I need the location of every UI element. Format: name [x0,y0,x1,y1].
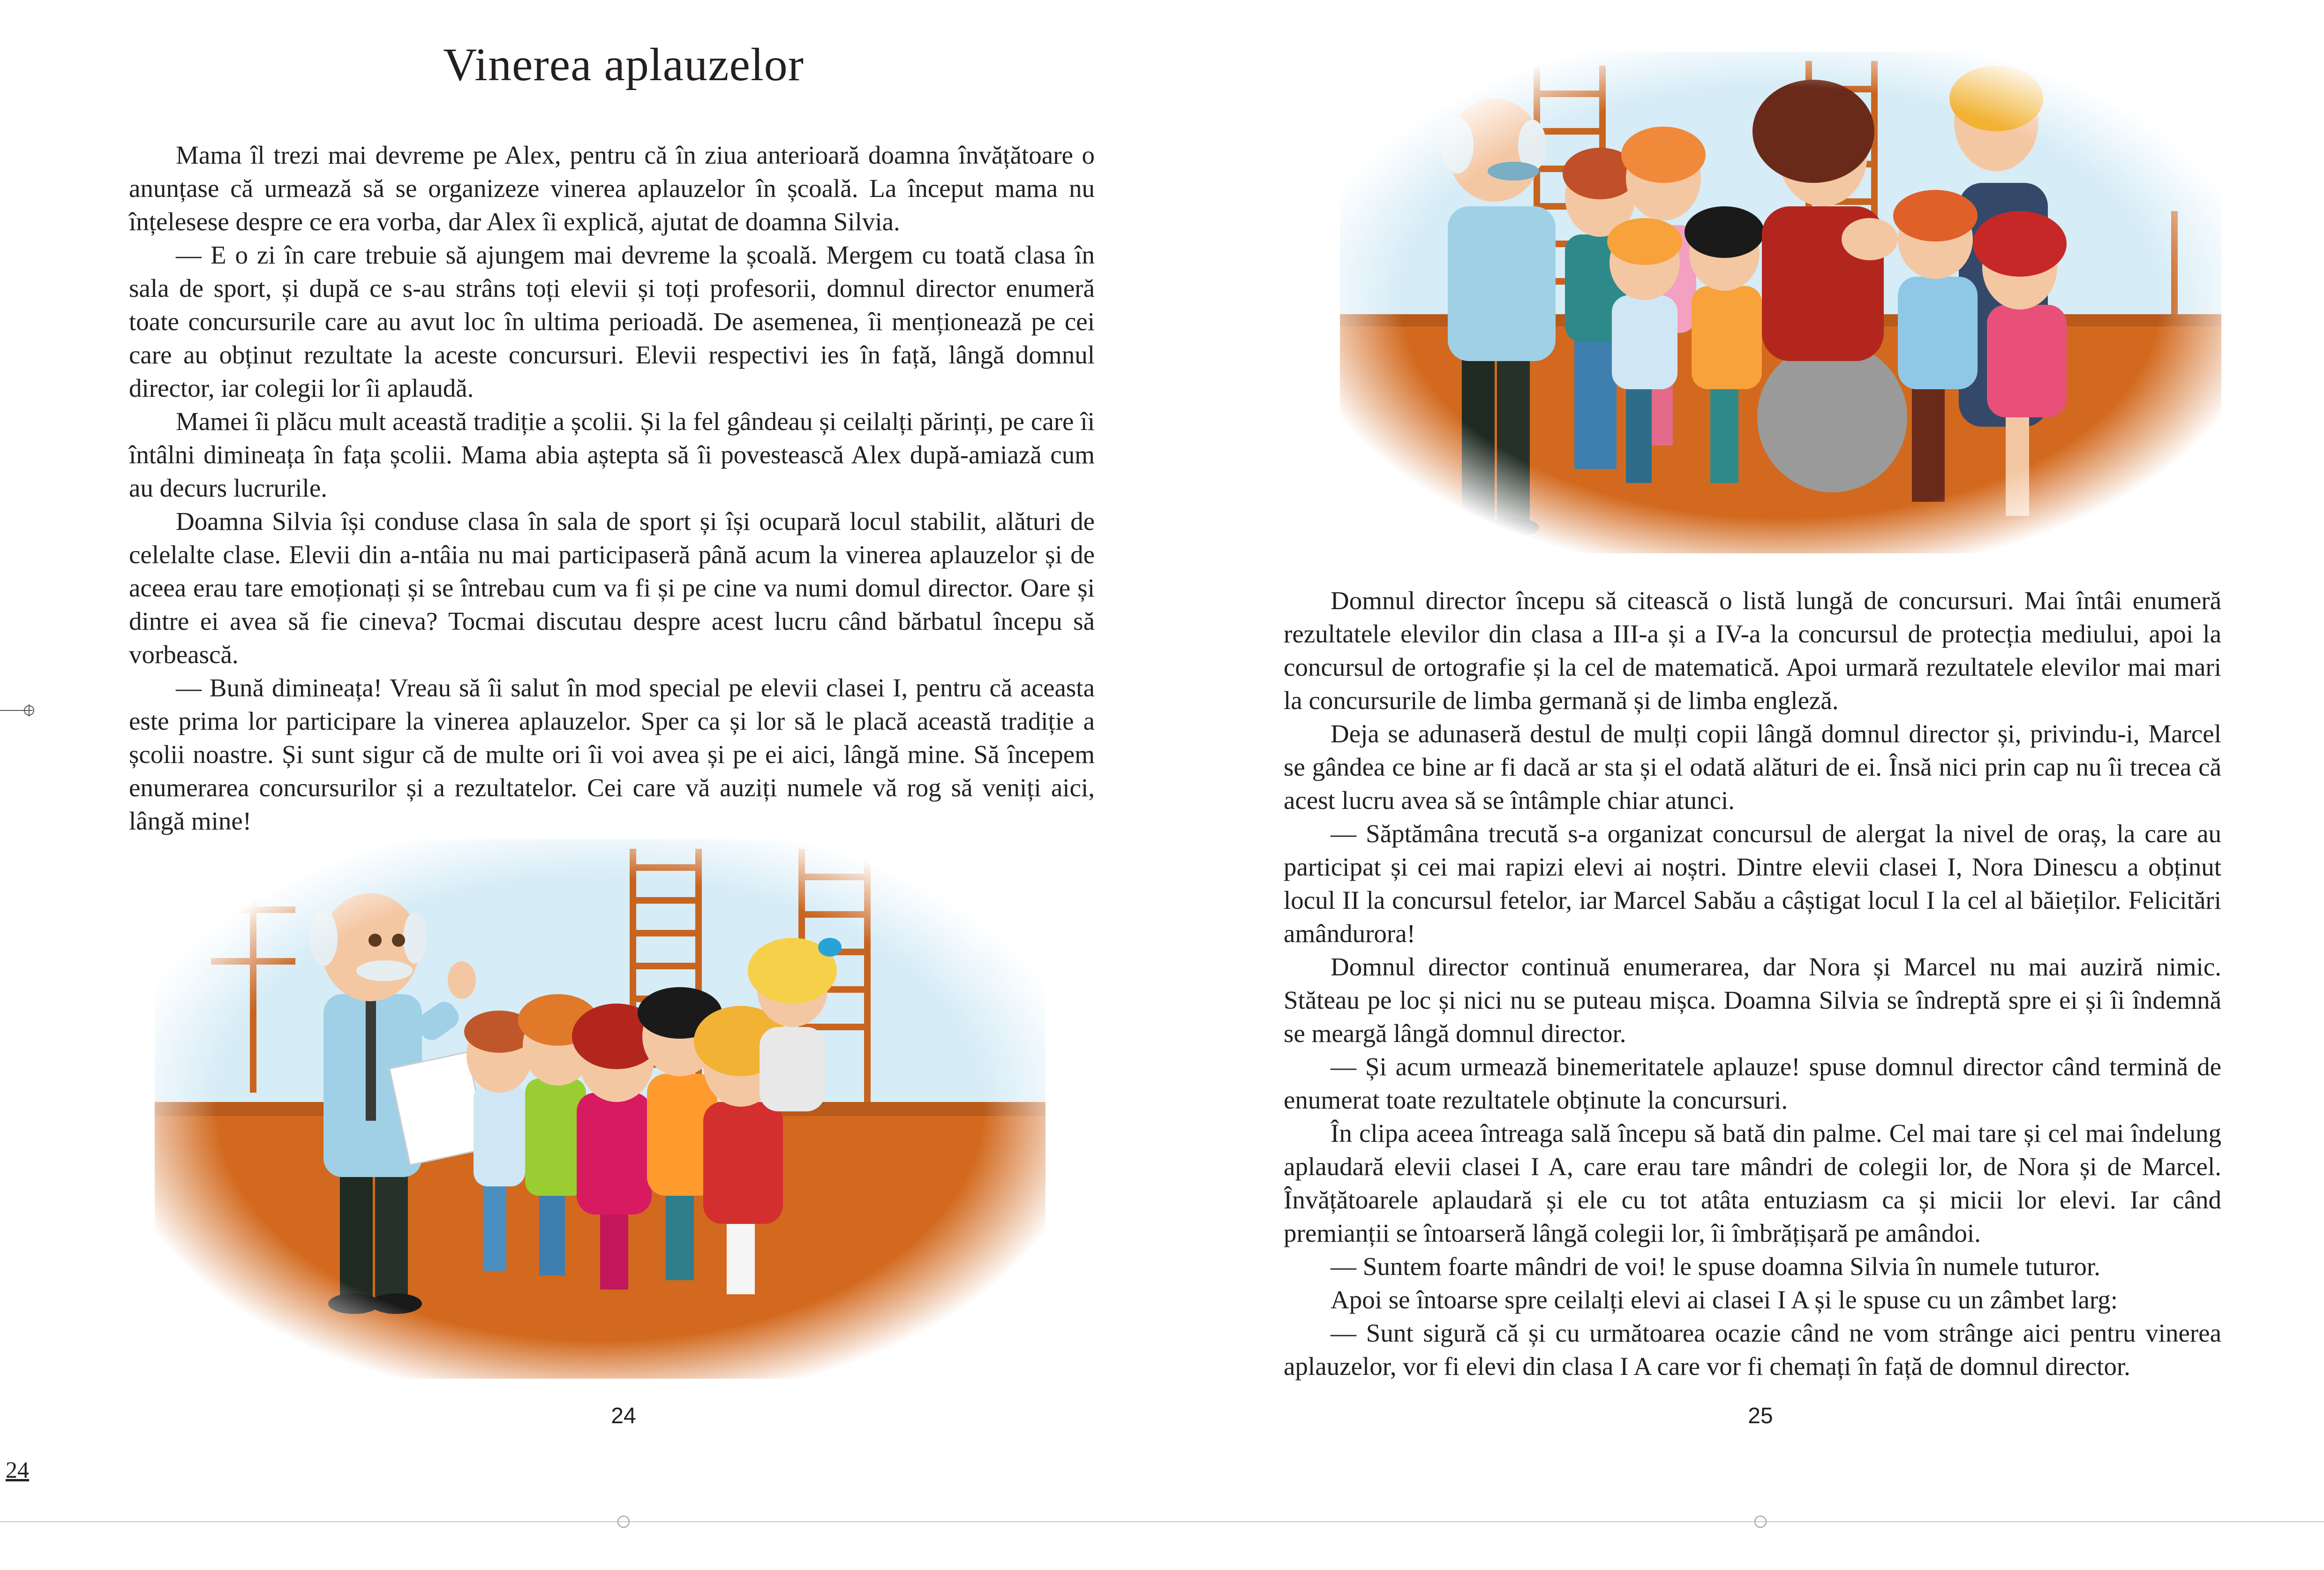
paragraph: Mamei îi plăcu mult această tradiție a școlii. Și la fel gândeau și ceilalți părinți, pe care îi întâlni dimineața în fața școlii. Mama abia aștepta să îi povestească Alex după-amiază cum au decurs lucrurile. [129,407,1095,502]
paragraph: În clipa aceea întreaga sală începu să bată din palme. Cel mai tare și cel mai îndelung aplaudară elevii clasei I A, care erau tare mândri de colegii lor, de Nora și de Marcel. Învățătoarele aplaudară și ele cu tot atâta entuziasm ca și micii lor elevi. Iar când premianții se întoarseră lângă colegii lor, îi îmbrățișară pe amândoi. [1284,1119,2221,1247]
paragraph: Deja se adunaseră destul de mulți copii lângă domnul director și, privindu-i, Marcel se gândea ce bine ar fi dacă ar sta și el odată alături de ei. Însă nici prin cap nu îi trecea că acest lucru avea să se întâmple chiar atunci. [1284,719,2221,815]
paragraph: — Sunt sigură că și cu următoarea ocazie când ne vom strânge aici pentru vinerea aplauzelor, vor fi elevi din clasa I A care vor fi chemați în față de domnul director. [1284,1319,2221,1381]
paragraph: — E o zi în care trebuie să ajungem mai devreme la școală. Mergem cu toată clasa în sala de sport, și după ce s-au strâns toți elevii și toți profesorii, domnul director enumeră toate concursurile care au avut loc în ultima perioadă. De asemenea, îi menționează pe cei care au obținut rezultate la aceste concursuri. Elevii respectivi ies în față, lângă domnul director, iar colegii lor îi aplaudă. [129,241,1095,402]
director-with-children-illustration [155,839,1045,1379]
teachers-applauding-illustration [1340,52,2221,553]
paragraph: Domnul director începu să citească o listă lungă de concursuri. Mai întâi enumeră rezultatele elevilor din clasa a III-a și a IV-a la concursul de protecția mediului, apoi la concursul de ortografie și la cel de matematică. Apoi urmară rezultatele elevilor mai mari la concursurile de limba germană și de limba engleză. [1284,586,2221,715]
paragraph: Domnul director continuă enumerarea, dar Nora și Marcel nu mai auziră nimic. Stăteau pe loc și nici nu se puteau mișca. Doamna Silvia se îndreptă spre ei și îi îndemnă se meargă lângă domnul director. [1284,952,2221,1048]
right-page-text [1284,584,2221,1383]
paragraph: — Și acum urmează binemeritatele aplauze! spuse domnul director când termină de enumerat toate rezultatele obținute la concursuri. [1284,1052,2221,1114]
printer-slug-line [0,1512,2324,1531]
paragraph: — Suntem foarte mândri de voi! le spuse doamna Silvia în numele tuturor. [1331,1252,2101,1281]
page-number-left: 24 [611,1404,636,1428]
paragraph: Apoi se întoarse spre ceilalți elevi ai clasei I A și le spuse cu un zâmbet larg: [1331,1285,2118,1314]
story-title: Vinerea aplauzelor [443,38,804,91]
folio-number: 24 [6,1457,29,1483]
page-number-right: 25 [1748,1404,1773,1428]
paragraph: Doamna Silvia își conduse clasa în sala de sport și își ocupară locul stabilit, alături de celelalte clase. Elevii din a-ntâia nu mai participaseră până acum la vinerea aplauzelor și de aceea erau tare emoționați și se întrebau cum va fi și pe cine va numi domul director. Oare și dintre ei avea să fie cineva? Tocmai discutau despre acest lucru când bărbatul începu să vorbească. [129,507,1095,669]
left-page-text [129,138,1095,838]
paragraph: Mama îl trezi mai devreme pe Alex, pentru că în ziua anterioară doamna învățătoare o anunțase că urmează să se organizeze vinerea aplauzelor în școală. La început mama nu înțelesese despre ce era vorba, dar Alex îi explică, ajutat de doamna Silvia. [129,141,1095,236]
paragraph: — Bună dimineața! Vreau să îi salut în mod special pe elevii clasei I, pentru că aceasta este prima lor participare la vinerea aplauzelor. Sper ca și lor să le placă această tradiție a școlii noastre. Și sunt sigur că de multe ori îi voi avea și pe ei aici, lângă mine. Să începem enumerarea concursurilor și a rezultatelor. Cei care vă auziți numele vă rog să veniți aici, lângă mine! [129,673,1095,835]
right-page [1162,0,2324,1570]
registration-mark-icon [0,699,42,722]
paragraph: — Săptămâna trecută s-a organizat concursul de alergat la nivel de oraș, la care au participat și cei mai rapizi elevi ai noștri. Dintre elevii clasei I, Nora Dinescu a obținut locul II la concursul fetelor, iar Marcel Sabău a câștigat locul I la cel al băieților. Felicitări amândurora! [1284,819,2221,948]
